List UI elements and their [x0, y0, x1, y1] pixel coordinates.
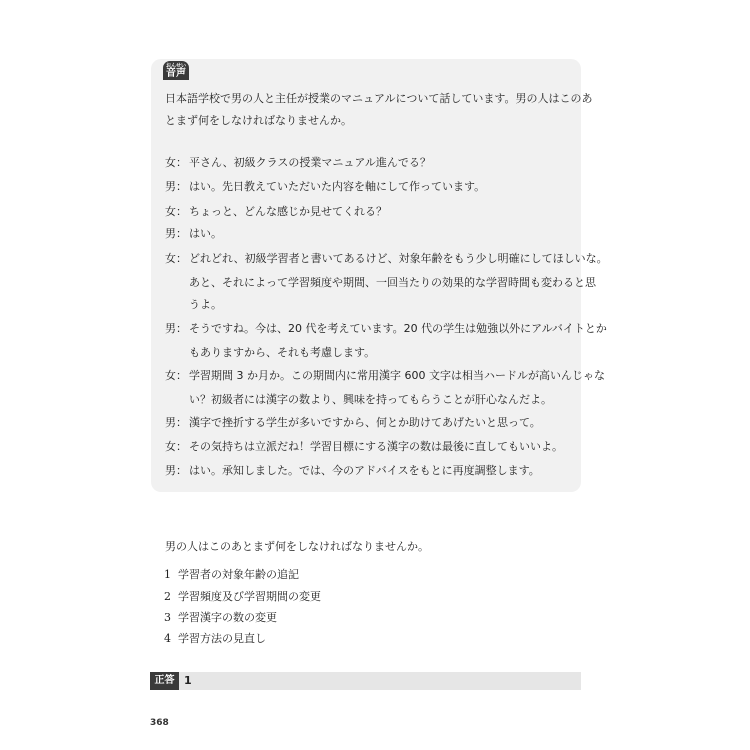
answer-option: [164, 588, 321, 604]
answer-bar: [150, 672, 581, 690]
option-number: 3: [164, 611, 171, 624]
option-text: 学習漢字の数の変更: [178, 611, 277, 624]
answer-value: 1: [184, 674, 192, 687]
dialogue-line: [165, 344, 375, 360]
speaker-label: 男：: [165, 180, 187, 193]
intro-line-1: 日本語学校で男の人と主任が授業のマニュアルについて話しています。男の人はこのあ: [165, 92, 593, 105]
speaker-label: 女：: [165, 252, 187, 265]
dialogue-text: はい。: [189, 227, 222, 240]
answer-label: 正答: [150, 672, 179, 690]
speaker-label: 女：: [165, 369, 187, 382]
dialogue-text: はい。先日教えていただいた内容を軸にして作っています。: [189, 180, 486, 193]
dialogue-text: うよ。: [189, 298, 222, 311]
speaker-label: 男：: [165, 322, 187, 335]
answer-option: [164, 566, 299, 582]
dialogue-text: ちょっと、どんな感じか見せてくれる？: [189, 205, 387, 218]
dialogue-text: その気持ちは立派だね！学習目標にする漢字の数は最後に直してもいいよ。: [189, 440, 563, 453]
option-text: 学習頻度及び学習期間の変更: [178, 590, 321, 603]
dialogue-line: [165, 274, 596, 290]
option-text: 学習者の対象年齢の追記: [178, 568, 299, 581]
dialogue-line: [165, 462, 540, 478]
speaker-label: 女：: [165, 440, 187, 453]
dialogue-text: あと、それによって学習頻度や期間、一回当たりの効果的な学習時間も変わると思: [189, 276, 596, 289]
option-text: 学習方法の見直し: [178, 632, 266, 645]
dialogue-text: 平さん、初級クラスの授業マニュアル進んでる？: [189, 156, 431, 169]
audio-badge: [163, 61, 189, 80]
dialogue-line: [165, 225, 222, 241]
dialogue-text: はい。承知しました。では、今のアドバイスをもとに再度調整します。: [189, 464, 540, 477]
audio-badge-label: 音声: [165, 68, 186, 79]
dialogue-line: [165, 178, 485, 194]
question-text: 男の人はこのあとまず何をしなければなりませんか。: [165, 540, 429, 553]
dialogue-line: [165, 320, 607, 336]
speaker-label: 男：: [165, 227, 187, 240]
dialogue-line: [165, 391, 552, 407]
option-number: 4: [164, 632, 171, 645]
answer-option: [164, 630, 266, 646]
dialogue-text: そうですね。今は、20 代を考えています。20 代の学生は勉強以外にアルバイトとか: [189, 322, 607, 335]
dialogue-line: [165, 296, 222, 312]
speaker-label: 男：: [165, 416, 187, 429]
intro-line-2: とまず何をしなければなりませんか。: [165, 114, 352, 127]
dialogue-text: もありますから、それも考慮します。: [189, 346, 376, 359]
page-number: 368: [150, 718, 169, 728]
speaker-label: 女：: [165, 205, 187, 218]
dialogue-line: [165, 438, 563, 454]
dialogue-text: 学習期間 3 か月か。この期間内に常用漢字 600 文字は相当ハードルが高いんじゃな: [189, 369, 605, 382]
speaker-label: 男：: [165, 464, 187, 477]
dialogue-line: [165, 414, 541, 430]
option-number: 1: [164, 568, 171, 581]
dialogue-line: [165, 203, 387, 219]
dialogue-line: [165, 154, 431, 170]
audio-badge-reading: おんせい: [165, 63, 186, 69]
dialogue-text: い？初級者には漢字の数より、興味を持ってもらうことが肝心なんだよ。: [189, 393, 552, 406]
dialogue-text: どれどれ、初級学習者と書いてあるけど、対象年齢をもう少し明確にしてほしいな。: [189, 252, 608, 265]
answer-option: [164, 609, 277, 625]
dialogue-line: [165, 250, 608, 266]
option-number: 2: [164, 590, 171, 603]
dialogue-text: 漢字で挫折する学生が多いですから、何とか助けてあげたいと思って。: [189, 416, 541, 429]
speaker-label: 女：: [165, 156, 187, 169]
dialogue-line: [165, 367, 605, 383]
